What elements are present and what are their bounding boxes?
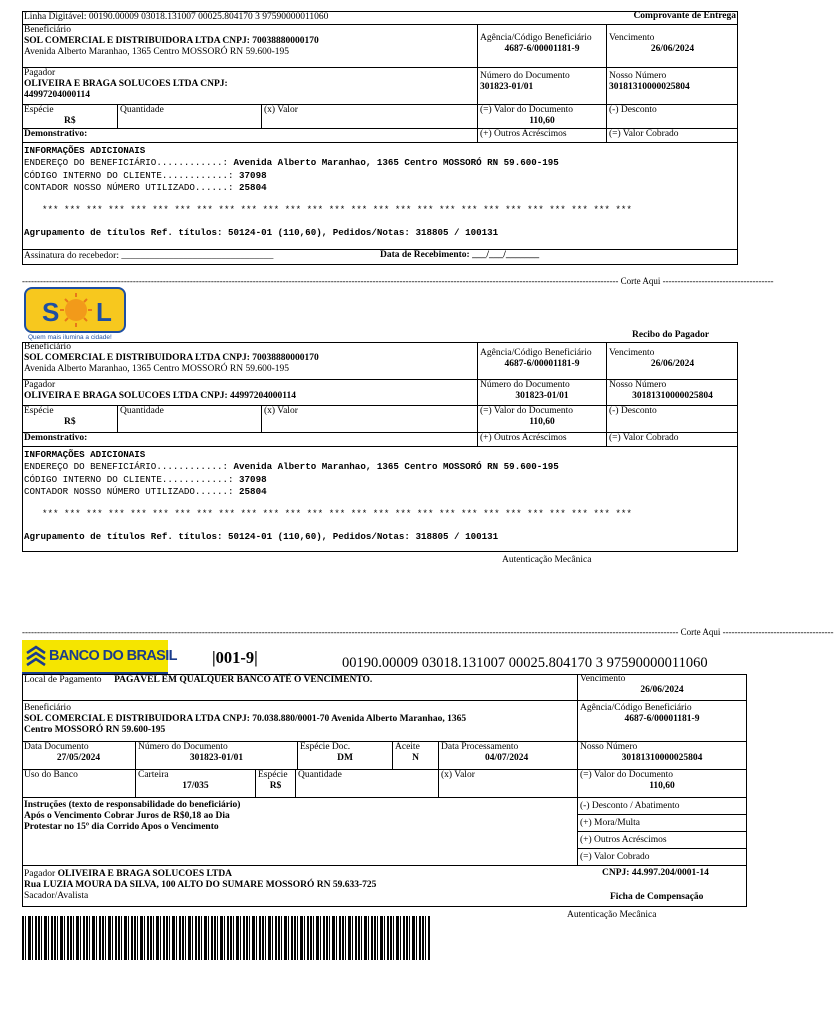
pagador-name: OLIVEIRA E BRAGA SOLUCOES LTDA CNPJ: 44997204000114 [24, 391, 297, 401]
desconto-label: (-) Desconto [609, 105, 657, 115]
vencimento-cell-2 [607, 342, 738, 380]
nosso-numero-value: 30181310000025804 [632, 391, 713, 401]
demonstrativo-cell-2 [22, 433, 478, 447]
agencia-value: 4687-6/00001181-9 [624, 714, 700, 724]
banco-do-brasil-logo [22, 640, 177, 674]
info-contador-label: CONTADOR NOSSO NÚMERO UTILIZADO......: [24, 181, 234, 193]
comprovante-title: Comprovante de Entrega [633, 11, 736, 21]
numero-documento-cell [478, 68, 607, 105]
numero-documento-label: Número do Documento [138, 742, 228, 752]
nosso-numero-cell [607, 68, 738, 105]
valor-documento-label: (=) Valor do Documento [480, 105, 574, 115]
quantidade-cell [118, 105, 262, 129]
uso-banco-label: Uso do Banco [24, 770, 78, 780]
svg-text:Quem mais ilumina a cidade!: Quem mais ilumina a cidade! [28, 334, 112, 341]
barcode [22, 916, 430, 960]
especie-value: R$ [269, 781, 282, 791]
especie-cell [22, 105, 118, 129]
numero-documento-cell-2 [478, 380, 607, 406]
nosso-numero-label: Nosso Número [580, 742, 638, 752]
pagador-label: Pagador [24, 380, 56, 390]
receipt1-header [22, 11, 738, 25]
demonstrativo-cell [22, 129, 478, 143]
nosso-numero-cell-2 [607, 380, 738, 406]
quantidade-label: Quantidade [120, 105, 164, 115]
outros-acrescimos-label: (+) Outros Acréscimos [480, 433, 567, 443]
uso-banco-cell [22, 770, 136, 798]
info-contador-value: 25804 [239, 485, 267, 497]
valor-cobrado-label: (=) Valor Cobrado [580, 852, 650, 862]
valor-x-label: (x) Valor [441, 770, 475, 780]
desconto-cell [607, 105, 738, 129]
agencia-cell-2 [478, 342, 607, 380]
valor-x-label: (x) Valor [264, 406, 298, 416]
beneficiario-cell-2 [22, 342, 478, 380]
corte-aqui-2: --------------------------------------------------------------------------------------------------------------------------------------------------------------------------------------------------------------------------- Corte Aqui ------------------------------------- [22, 627, 834, 637]
valor-documento-cell-ficha [578, 770, 747, 798]
valor-x-cell-2 [262, 406, 478, 433]
valor-x-cell [262, 105, 478, 129]
sol-logo-icon [24, 287, 126, 341]
pagador-label: Pagador [24, 869, 56, 879]
beneficiario-line2: Centro MOSSORÓ RN 59.600-195 [24, 725, 166, 735]
mora-multa-label: (+) Mora/Multa [580, 818, 640, 828]
vencimento-cell [607, 25, 738, 68]
numero-documento-value: 301823-01/01 [189, 753, 244, 763]
pagador-cell-ficha [22, 866, 747, 907]
especie-value: R$ [64, 116, 76, 126]
especie-label: Espécie [258, 770, 288, 780]
valor-documento-cell-2 [478, 406, 607, 433]
numero-documento-value: 301823-01/01 [480, 82, 534, 92]
sacador-avalista-label: Sacador/Avalista [24, 891, 89, 901]
demonstrativo-label: Demonstrativo: [24, 433, 88, 443]
nosso-numero-value: 30181310000025804 [609, 82, 690, 92]
local-pagamento-cell [22, 674, 578, 701]
instrucoes-cell [22, 798, 578, 866]
pagador-cnpj: CNPJ: 44.997.204/0001-14 [602, 868, 709, 878]
valor-documento-cell [478, 105, 607, 129]
especie-doc-value: DM [337, 753, 353, 763]
valor-cobrado-cell-ficha [578, 849, 747, 866]
especie-doc-cell [298, 742, 393, 770]
valor-documento-label: (=) Valor do Documento [480, 406, 574, 416]
valor-x-cell-ficha [439, 770, 578, 798]
outros-cell [478, 129, 607, 143]
beneficiario-address: Avenida Alberto Maranhao, 1365 Centro MOSSORÓ RN 59.600-195 [24, 364, 290, 374]
instrucoes-line1: Após o Vencimento Cobrar Juros de R$0,18 ao Dia [24, 811, 230, 821]
autenticacao-mecanica-ficha: Autenticação Mecânica [567, 910, 657, 920]
aceite-value: N [412, 753, 419, 763]
agencia-label: Agência/Código Beneficiário [480, 33, 592, 43]
agrupamento-line: Agrupamento de títulos Ref. títulos: 50124-01 (110,60), Pedidos/Notas: 318805 / 100131 [24, 531, 499, 543]
carteira-cell [136, 770, 256, 798]
data-documento-value: 27/05/2024 [56, 753, 101, 763]
valor-cobrado-label: (=) Valor Cobrado [609, 433, 679, 443]
aceite-cell [393, 742, 439, 770]
quantidade-label: Quantidade [298, 770, 342, 780]
corte-aqui-1: ------------------------------------------------------------------------------------------------------------------------------------------------------------------------------------------------------- Corte Aqui ------------------------------------- [22, 276, 774, 286]
info-contador-value: 25804 [239, 181, 267, 193]
vencimento-value: 26/06/2024 [650, 44, 695, 54]
valor-documento-value: 110,60 [649, 781, 675, 791]
info-codigo-value: 37098 [239, 169, 267, 181]
agencia-value: 4687-6/00001181-9 [504, 44, 580, 54]
vencimento-label: Vencimento [609, 33, 655, 43]
nosso-numero-label: Nosso Número [609, 71, 667, 81]
beneficiario-address: Avenida Alberto Maranhao, 1365 Centro MOSSORÓ RN 59.600-195 [24, 47, 290, 57]
carteira-label: Carteira [138, 770, 169, 780]
vencimento-value: 26/06/2024 [650, 359, 695, 369]
numero-documento-value: 301823-01/01 [515, 391, 569, 401]
info-endereco-label: ENDEREÇO DO BENEFICIÁRIO............: [24, 461, 228, 473]
especie-label: Espécie [24, 105, 54, 115]
data-documento-label: Data Documento [24, 742, 89, 752]
informacoes-adicionais-2 [22, 447, 738, 552]
desconto-cell-2 [607, 406, 738, 433]
nosso-numero-value: 30181310000025804 [621, 753, 703, 763]
beneficiario-label: Beneficiário [24, 342, 71, 352]
data-processamento-value: 04/07/2024 [485, 753, 529, 763]
pagador-address: Rua LUZIA MOURA DA SILVA, 100 ALTO DO SUMARE MOSSORÓ RN 59.633-725 [24, 880, 377, 890]
data-processamento-cell [439, 742, 578, 770]
data-documento-cell [22, 742, 136, 770]
beneficiario-label: Beneficiário [24, 25, 71, 35]
pagador-cnpj: 44997204000114 [24, 90, 90, 100]
vencimento-cell-ficha [578, 674, 747, 701]
demonstrativo-label: Demonstrativo: [24, 129, 88, 139]
ficha-compensacao-label: Ficha de Compensação [610, 892, 704, 902]
informacoes-adicionais [22, 143, 738, 250]
agrupamento-line: Agrupamento de títulos Ref. títulos: 50124-01 (110,60), Pedidos/Notas: 318805 / 100131 [24, 227, 499, 239]
mora-cell [578, 815, 747, 832]
data-recebimento-field: Data de Recebimento: ___/___/_______ [380, 250, 540, 260]
beneficiario-line1: SOL COMERCIAL E DISTRIBUIDORA LTDA CNPJ: 70.038.880/0001-70 Avenida Alberto Maranhao, 1365 [24, 714, 467, 724]
agencia-cell [478, 25, 607, 68]
beneficiario-cell [22, 25, 478, 68]
desconto-label: (-) Desconto / Abatimento [580, 801, 680, 811]
bank-code: |001-9| [212, 648, 258, 667]
local-pagamento-label: Local de Pagamento [24, 675, 102, 685]
linha-digitavel: Linha Digitável: 00190.00009 03018.131007 00025.804170 3 97590000011060 [24, 12, 329, 22]
info-title: INFORMAÇÕES ADICIONAIS [24, 449, 146, 460]
beneficiario-name: SOL COMERCIAL E DISTRIBUIDORA LTDA CNPJ: 70038880000170 [24, 36, 319, 46]
recibo-title: Recibo do Pagador [632, 330, 710, 340]
svg-text:S: S [42, 297, 60, 327]
info-title: INFORMAÇÕES ADICIONAIS [24, 145, 146, 156]
nosso-numero-cell-ficha [578, 742, 747, 770]
aceite-label: Aceite [395, 742, 420, 752]
linha-digitavel-ficha: 00190.00009 03018.131007 00025.804170 3 97590000011060 [342, 655, 708, 671]
bank-name: BANCO DO BRASIL [49, 648, 177, 664]
outros-acrescimos-label: (+) Outros Acréscimos [480, 129, 567, 139]
especie-cell-2 [22, 406, 118, 433]
info-endereco-value: Avenida Alberto Maranhao, 1365 Centro MOSSORÓ RN 59.600-195 [233, 157, 559, 169]
info-contador-label: CONTADOR NOSSO NÚMERO UTILIZADO......: [24, 485, 234, 497]
especie-label: Espécie [24, 406, 54, 416]
beneficiario-name: SOL COMERCIAL E DISTRIBUIDORA LTDA CNPJ: 70038880000170 [24, 353, 319, 363]
desconto-label: (-) Desconto [609, 406, 657, 416]
data-processamento-label: Data Processamento [441, 742, 519, 752]
outros-acrescimos-label: (+) Outros Acréscimos [580, 835, 667, 845]
quantidade-label: Quantidade [120, 406, 164, 416]
pagador-cell [22, 68, 478, 105]
sol-logo [24, 287, 126, 341]
valor-cobrado-label: (=) Valor Cobrado [609, 129, 679, 139]
info-codigo-label: CÓDIGO INTERNO DO CLIENTE............: [24, 169, 234, 181]
agencia-value: 4687-6/00001181-9 [504, 359, 580, 369]
pagador-label: Pagador [24, 68, 56, 78]
stars-line: *** *** *** *** *** *** *** *** *** *** *** *** *** *** *** *** *** *** *** *** *** *** *** *** *** *** *** [42, 204, 632, 216]
valor-cobrado-cell-2 [607, 433, 738, 447]
agencia-label: Agência/Código Beneficiário [580, 703, 692, 713]
vencimento-label: Vencimento [580, 674, 626, 684]
agencia-cell-ficha [578, 701, 747, 742]
assinatura-field: Assinatura do recebedor: ________________________________ [24, 251, 274, 261]
pagador-cell-2 [22, 380, 478, 406]
beneficiario-label: Beneficiário [24, 703, 71, 713]
especie-value: R$ [64, 417, 76, 427]
outros-cell-2 [478, 433, 607, 447]
nosso-numero-label: Nosso Número [609, 380, 667, 390]
instrucoes-title: Instruções (texto de responsabilidade do beneficiário) [24, 800, 241, 810]
info-endereco-label: ENDEREÇO DO BENEFICIÁRIO............: [24, 157, 228, 169]
agencia-label: Agência/Código Beneficiário [480, 348, 592, 358]
quantidade-cell-2 [118, 406, 262, 433]
quantidade-cell-ficha [296, 770, 439, 798]
numero-documento-cell-ficha [136, 742, 298, 770]
vencimento-value: 26/06/2024 [640, 685, 684, 695]
assinatura-row [22, 250, 738, 265]
numero-documento-label: Número do Documento [480, 380, 570, 390]
info-codigo-label: CÓDIGO INTERNO DO CLIENTE............: [24, 473, 234, 485]
valor-documento-label: (=) Valor do Documento [580, 770, 674, 780]
stars-line: *** *** *** *** *** *** *** *** *** *** *** *** *** *** *** *** *** *** *** *** *** *** *** *** *** *** *** [42, 508, 632, 520]
svg-text:L: L [96, 297, 112, 327]
carteira-value: 17/035 [182, 781, 209, 791]
valor-documento-value: 110,60 [529, 116, 555, 126]
autenticacao-mecanica-2: Autenticação Mecânica [502, 555, 592, 565]
vencimento-label: Vencimento [609, 348, 655, 358]
instrucoes-line2: Protestar no 15º dia Corrido Apos o Vencimento [24, 822, 219, 832]
local-pagamento-value: PAGÁVEL EM QUALQUER BANCO ATÉ O VENCIMENTO. [114, 675, 373, 685]
info-endereco-value: Avenida Alberto Maranhao, 1365 Centro MOSSORÓ RN 59.600-195 [233, 461, 559, 473]
especie-doc-label: Espécie Doc. [300, 742, 351, 752]
info-codigo-value: 37098 [239, 473, 267, 485]
valor-x-label: (x) Valor [264, 105, 298, 115]
outros-cell-ficha [578, 832, 747, 849]
pagador-name: OLIVEIRA E BRAGA SOLUCOES LTDA CNPJ: [24, 79, 228, 89]
valor-cobrado-cell [607, 129, 738, 143]
desconto-cell-ficha [578, 798, 747, 815]
valor-documento-value: 110,60 [529, 417, 555, 427]
beneficiario-cell-ficha [22, 701, 578, 742]
especie-cell-ficha [256, 770, 296, 798]
bb-symbol-icon [25, 645, 47, 667]
pagador-name: OLIVEIRA E BRAGA SOLUCOES LTDA [57, 869, 233, 879]
numero-documento-label: Número do Documento [480, 71, 570, 81]
